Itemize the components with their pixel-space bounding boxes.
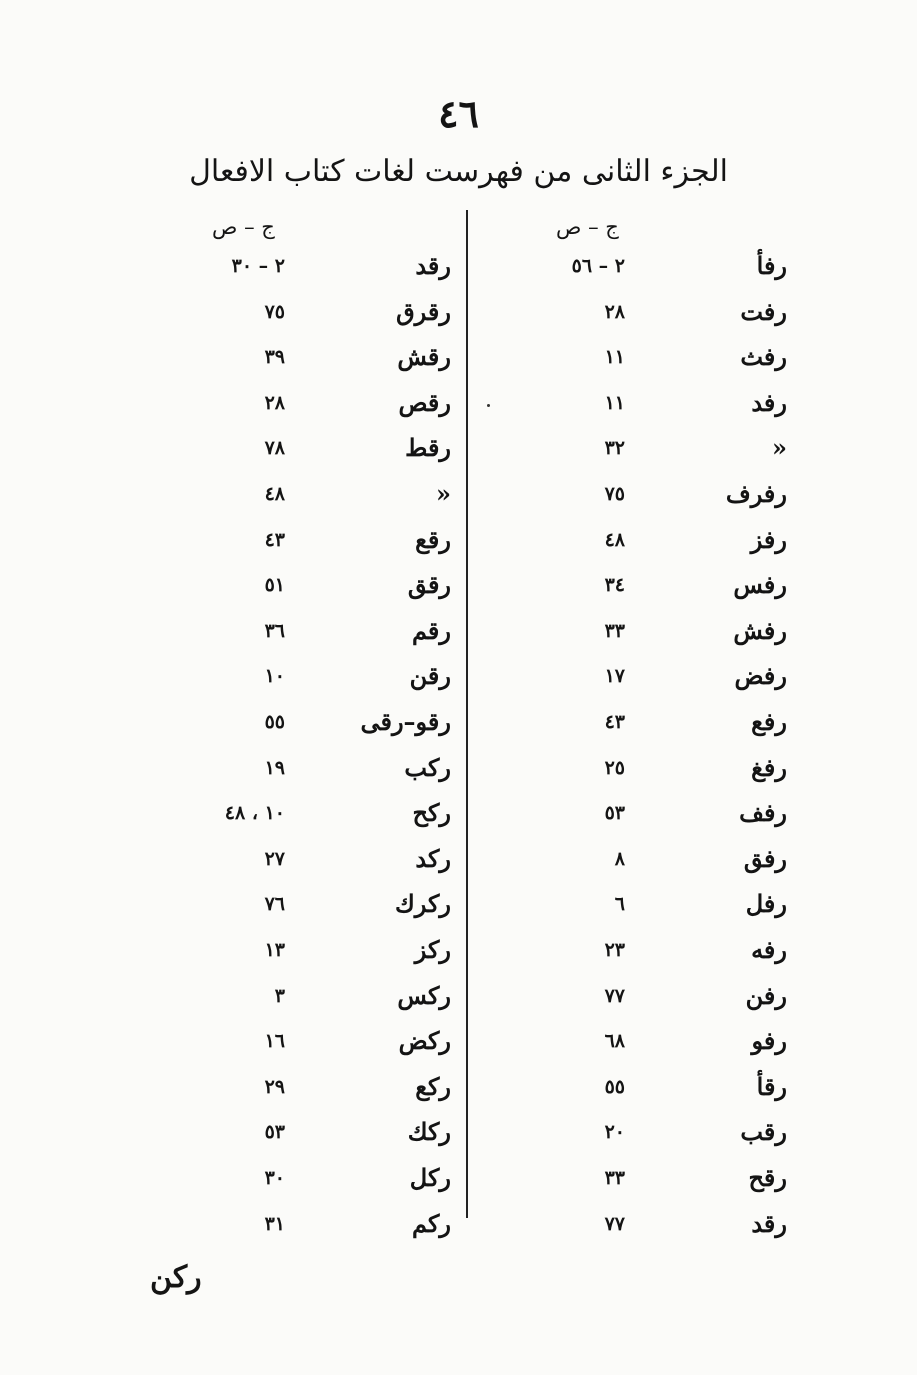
right-entry-word: رفت — [740, 297, 787, 326]
left-entry-reference: ٥٣ — [264, 1121, 285, 1143]
left-entry-word: ركك — [407, 1117, 451, 1146]
right-entry-reference: ٢٠ — [604, 1121, 625, 1143]
ink-speck — [487, 404, 490, 407]
right-entry-word: رفو — [751, 1026, 787, 1055]
right-entry-reference: ٨ — [614, 848, 625, 870]
left-entry-word: « — [436, 479, 451, 508]
catchword: ركن — [150, 1260, 202, 1295]
left-entry-word: رقش — [397, 342, 451, 371]
left-entry-reference: ٣١ — [264, 1213, 285, 1235]
right-entry-word: رفث — [740, 342, 787, 371]
right-entry-word: رفه — [751, 935, 787, 964]
right-entry-word: رفس — [733, 570, 787, 599]
right-entry-word: « — [772, 433, 787, 462]
right-entry-word: رفض — [734, 661, 787, 690]
right-entry-reference: ٢ – ٥٦ — [571, 255, 625, 277]
right-entry-reference: ٣٣ — [604, 1167, 625, 1189]
left-entry-word: ركس — [397, 981, 451, 1010]
left-entry-reference: ٢ – ٣٠ — [231, 255, 285, 277]
right-entry-reference: ٤٨ — [604, 529, 625, 551]
left-entry-word: ركز — [414, 935, 451, 964]
right-entry-reference: ٢٨ — [604, 301, 625, 323]
left-entry-reference: ٧٥ — [264, 301, 285, 323]
right-entry-reference: ٧٧ — [604, 1213, 625, 1235]
left-entry-reference: ٢٨ — [264, 392, 285, 414]
left-entry-word: رقط — [405, 433, 451, 462]
right-entry-reference: ٣٢ — [604, 437, 625, 459]
left-entry-reference: ١٦ — [264, 1030, 285, 1052]
left-entry-reference: ٢٩ — [264, 1076, 285, 1098]
right-entry-word: رفز — [750, 525, 787, 554]
left-entry-reference: ٣٦ — [264, 620, 285, 642]
left-entry-reference: ١٣ — [264, 939, 285, 961]
right-entry-word: رفن — [745, 981, 787, 1010]
right-entry-word: رفد — [751, 388, 787, 417]
right-entry-reference: ٤٣ — [604, 711, 625, 733]
right-entry-word: رفل — [745, 889, 787, 918]
left-entry-word: رقد — [415, 251, 451, 280]
left-entry-word: رقع — [415, 525, 451, 554]
right-entry-reference: ٣٣ — [604, 620, 625, 642]
right-entry-word: رقح — [748, 1163, 787, 1192]
right-entry-reference: ٢٥ — [604, 757, 625, 779]
left-entry-reference: ٧٦ — [264, 893, 285, 915]
right-entry-reference: ٣٤ — [604, 574, 625, 596]
right-entry-word: رفأ — [756, 251, 787, 280]
left-entry-word: ركب — [404, 753, 451, 782]
right-entry-word: رفف — [739, 798, 787, 827]
page-title: الجزء الثانى من فهرست لغات كتاب الافعال — [189, 154, 728, 189]
left-column-header: ج – ص — [212, 215, 275, 239]
left-entry-word: ركد — [415, 844, 451, 873]
left-entry-reference: ١٩ — [264, 757, 285, 779]
left-entry-reference: ٧٨ — [264, 437, 285, 459]
right-entry-word: رفع — [751, 707, 787, 736]
left-entry-word: ركرك — [394, 889, 451, 918]
right-entry-reference: ٥٣ — [604, 802, 625, 824]
left-entry-reference: ٢٧ — [264, 848, 285, 870]
right-entry-word: رقأ — [756, 1072, 787, 1101]
left-entry-reference: ٣ — [274, 985, 285, 1007]
left-entry-reference: ١٠ ، ٤٨ — [224, 802, 285, 824]
right-entry-word: رفغ — [751, 753, 787, 782]
right-entry-word: رفرف — [725, 479, 787, 508]
left-entry-word: رقم — [411, 616, 451, 645]
left-entry-word: ركح — [412, 798, 451, 827]
left-entry-word: رقو–رقى — [360, 707, 451, 736]
right-entry-reference: ١٧ — [604, 665, 625, 687]
left-entry-reference: ٣٠ — [264, 1167, 285, 1189]
right-entry-reference: ٦ — [614, 893, 625, 915]
right-entry-word: رفش — [733, 616, 787, 645]
right-entry-reference: ٧٧ — [604, 985, 625, 1007]
column-divider — [466, 210, 468, 1218]
right-entry-word: رقب — [740, 1117, 787, 1146]
right-entry-word: رقد — [751, 1209, 787, 1238]
right-entry-word: رفق — [743, 844, 787, 873]
right-entry-reference: ٧٥ — [604, 483, 625, 505]
left-entry-word: رقق — [407, 570, 451, 599]
left-entry-reference: ٥١ — [264, 574, 285, 596]
left-entry-reference: ٤٨ — [264, 483, 285, 505]
left-entry-word: رقص — [398, 388, 451, 417]
left-entry-word: ركم — [412, 1209, 451, 1238]
right-entry-reference: ١١ — [604, 392, 625, 414]
right-entry-reference: ١١ — [604, 346, 625, 368]
left-entry-reference: ٥٥ — [264, 711, 285, 733]
left-entry-word: ركض — [398, 1026, 451, 1055]
right-entry-reference: ٢٣ — [604, 939, 625, 961]
left-entry-word: ركع — [415, 1072, 451, 1101]
right-column-header: ج – ص — [556, 215, 619, 239]
left-entry-reference: ٤٣ — [264, 529, 285, 551]
right-entry-reference: ٦٨ — [604, 1030, 625, 1052]
right-entry-reference: ٥٥ — [604, 1076, 625, 1098]
left-entry-reference: ١٠ — [264, 665, 285, 687]
left-entry-word: رقرق — [396, 297, 451, 326]
left-entry-reference: ٣٩ — [264, 346, 285, 368]
left-entry-word: ركل — [409, 1163, 451, 1192]
page-number: ٤٦ — [438, 91, 479, 136]
left-entry-word: رقن — [409, 661, 451, 690]
